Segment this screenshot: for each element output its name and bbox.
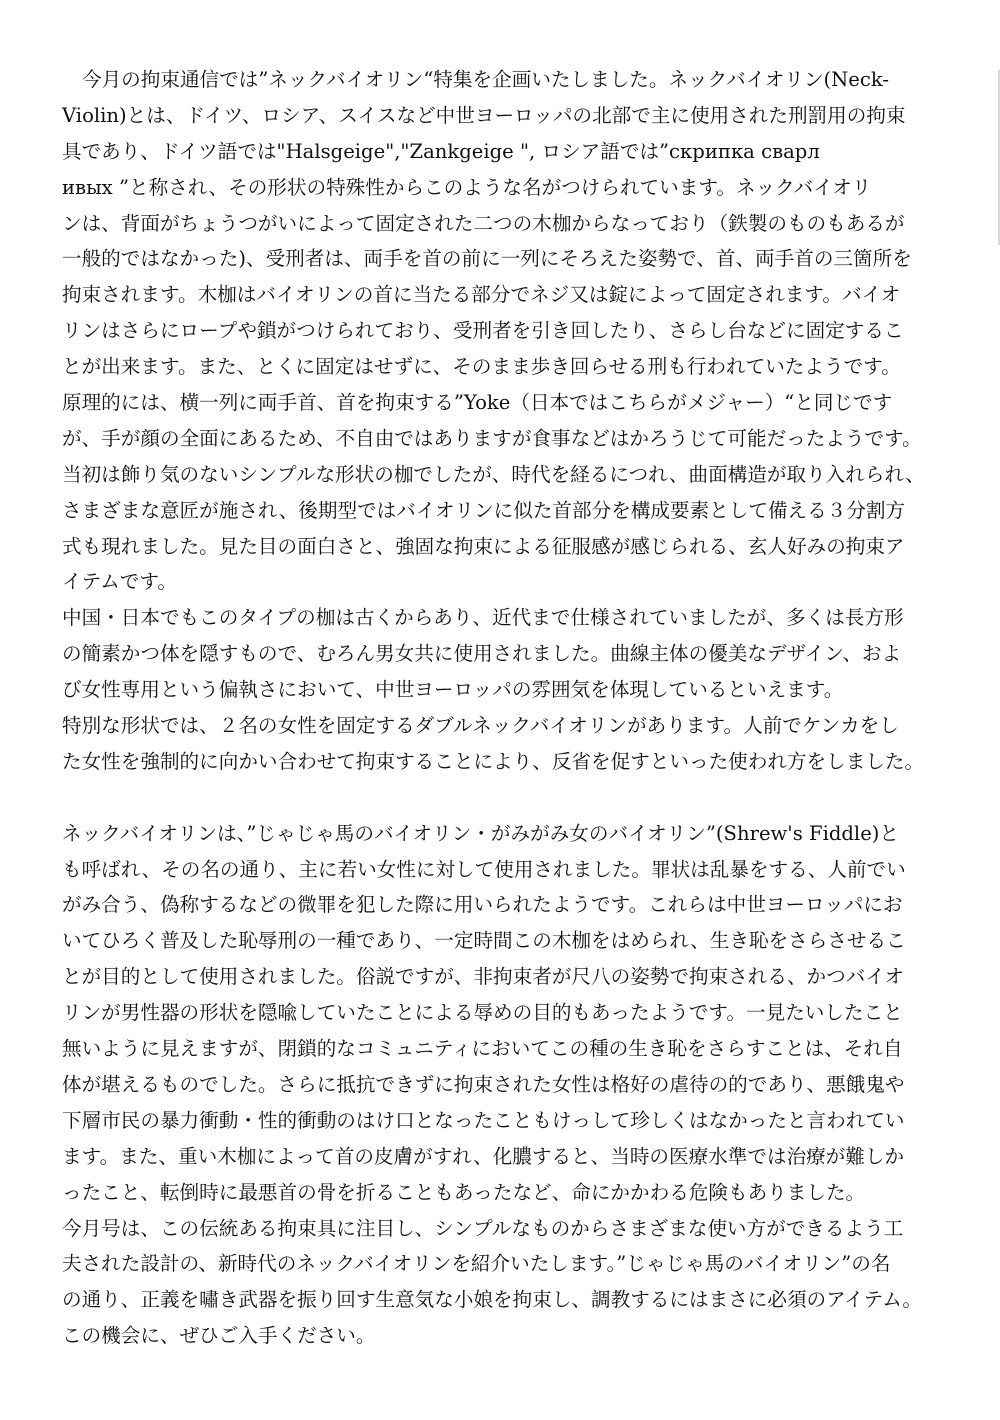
document-body bbox=[62, 62, 938, 1354]
text-line: ネックバイオリンは、”じゃじゃ馬のバイオリン・がみがみ女のバイオリン”(Shrew's Fiddle)と bbox=[62, 821, 900, 845]
text-line: リンが男性器の形状を隠喩していたことによる辱めの目的もあったようです。一見たいしたこと bbox=[62, 1001, 903, 1025]
text-line: いてひろく普及した恥辱刑の一種であり、一定時間この木枷をはめられ、生き恥をさらさせるこ bbox=[62, 929, 906, 953]
text-line: とが出来ます。また、とくに固定はせずに、そのまま歩き回らせる刑も行われていたようです。 bbox=[62, 355, 901, 379]
text-line: リンはさらにロープや鎖がつけられており、受刑者を引き回したり、さらし台などに固定するこ bbox=[62, 319, 904, 343]
text-line: 今月の拘束通信では”ネックバイオリン“特集を企画いたしました。ネックバイオリン(Neck- bbox=[82, 68, 889, 91]
text-line: 下層市民の暴力衝動・性的衝動のはけ口となったこともけっして珍しくはなかったと言われてい bbox=[62, 1108, 905, 1132]
text-line: 無いように見えますが、閉鎖的なコミュニティにおいてこの種の生き恥をさらすことは、それ自 bbox=[62, 1037, 903, 1061]
text-line: 一般的ではなかった)、受刑者は、両手を首の前に一列にそろえた姿勢で、首、両手首の三箇所を bbox=[62, 247, 912, 271]
text-line: ます。また、重い木枷によって首の皮膚がすれ、化膿すると、当時の医療水準では治療が難しか bbox=[62, 1144, 905, 1168]
text-line: ивых ”と称され、その形状の特殊性からこのような名がつけられています。ネックバイオリ bbox=[62, 175, 872, 199]
text-line: 原理的には、横一列に両手首、首を拘束する”Yoke（日本ではこちらがメジャー）“と同じです bbox=[62, 391, 893, 415]
text-line: ンは、背面がちょうつがいによって固定された二つの木枷からなっており（鉄製のものもあるが bbox=[62, 211, 905, 235]
text-line: この機会に、ぜひご入手ください。 bbox=[62, 1324, 376, 1348]
text-line: た女性を強制的に向かい合わせて拘束することにより、反省を促すといった使われ方をしました。 bbox=[62, 749, 925, 773]
text-line: 体が堪えるものでした。さらに抵抗できずに拘束された女性は格好の虐待の的であり、悪餓鬼や bbox=[62, 1072, 905, 1096]
text-line: Violin)とは、ドイツ、ロシア、スイスなど中世ヨーロッパの北部で主に使用された刑罰用の拘束 bbox=[62, 103, 906, 127]
text-line: 中国・日本でもこのタイプの枷は古くからあり、近代まで仕様されていましたが、多くは長方形 bbox=[62, 606, 904, 630]
text-line: 具であり、ドイツ語では"Halsgeige","Zankgeige ", ロシア語では”скрипка сварл bbox=[62, 139, 820, 163]
text-line: さまざまな意匠が施され、後期型ではバイオリンに似た首部分を構成要素として備える３分割方 bbox=[62, 498, 906, 522]
text-line: の簡素かつ体を隠すもので、むろん男女共に使用されました。曲線主体の優美なデザイン、およ bbox=[62, 642, 902, 666]
text-line: び女性専用という偏執さにおいて、中世ヨーロッパの雰囲気を体現しているといえます。 bbox=[62, 678, 844, 702]
text-line: が、手が顔の全面にあるため、不自由ではありますが食事などはかろうじて可能だったようです。 bbox=[62, 426, 922, 450]
text-line: がみ合う、偽称するなどの微罪を犯した際に用いられたようです。これらは中世ヨーロッパにお bbox=[62, 893, 903, 917]
text-line: も呼ばれ、その名の通り、主に若い女性に対して使用されました。罪状は乱暴をする、人前でい bbox=[62, 857, 906, 881]
text-line: 拘束されます。木枷はバイオリンの首に当たる部分でネジ又は錠によって固定されます。バイオ bbox=[62, 283, 901, 307]
text-line: の通り、正義を嘯き武器を振り回す生意気な小娘を拘束し、調教するにはまさに必須のアイテム。 bbox=[62, 1288, 922, 1312]
text-line: 今月号は、この伝統ある拘束具に注目し、シンプルなものからさまざまな使い方ができるよう工 bbox=[62, 1216, 904, 1240]
text-line: 特別な形状では、２名の女性を固定するダブルネックバイオリンがあります。人前でケンカをし bbox=[62, 714, 899, 738]
text-line: 式も現れました。見た目の面白さと、強固な拘束による征服感が感じられる、玄人好みの拘束ア bbox=[62, 534, 905, 558]
text-line: とが目的として使用されました。俗説ですが、非拘束者が尺八の姿勢で拘束される、かつバイオ bbox=[62, 965, 904, 989]
text-line: イテムです。 bbox=[62, 570, 178, 594]
text-line: 当初は飾り気のないシンプルな形状の枷でしたが、時代を経るにつれ、曲面構造が取り入れられ、 bbox=[62, 462, 925, 486]
text-line: 夫された設計の、新時代のネックバイオリンを紹介いたします。”じゃじゃ馬のバイオリン”の名 bbox=[62, 1252, 891, 1276]
paragraph-gap bbox=[62, 780, 938, 816]
text-line: ったこと、転倒時に最悪首の骨を折ることもあったなど、命にかかわる危険もありました。 bbox=[62, 1180, 866, 1204]
